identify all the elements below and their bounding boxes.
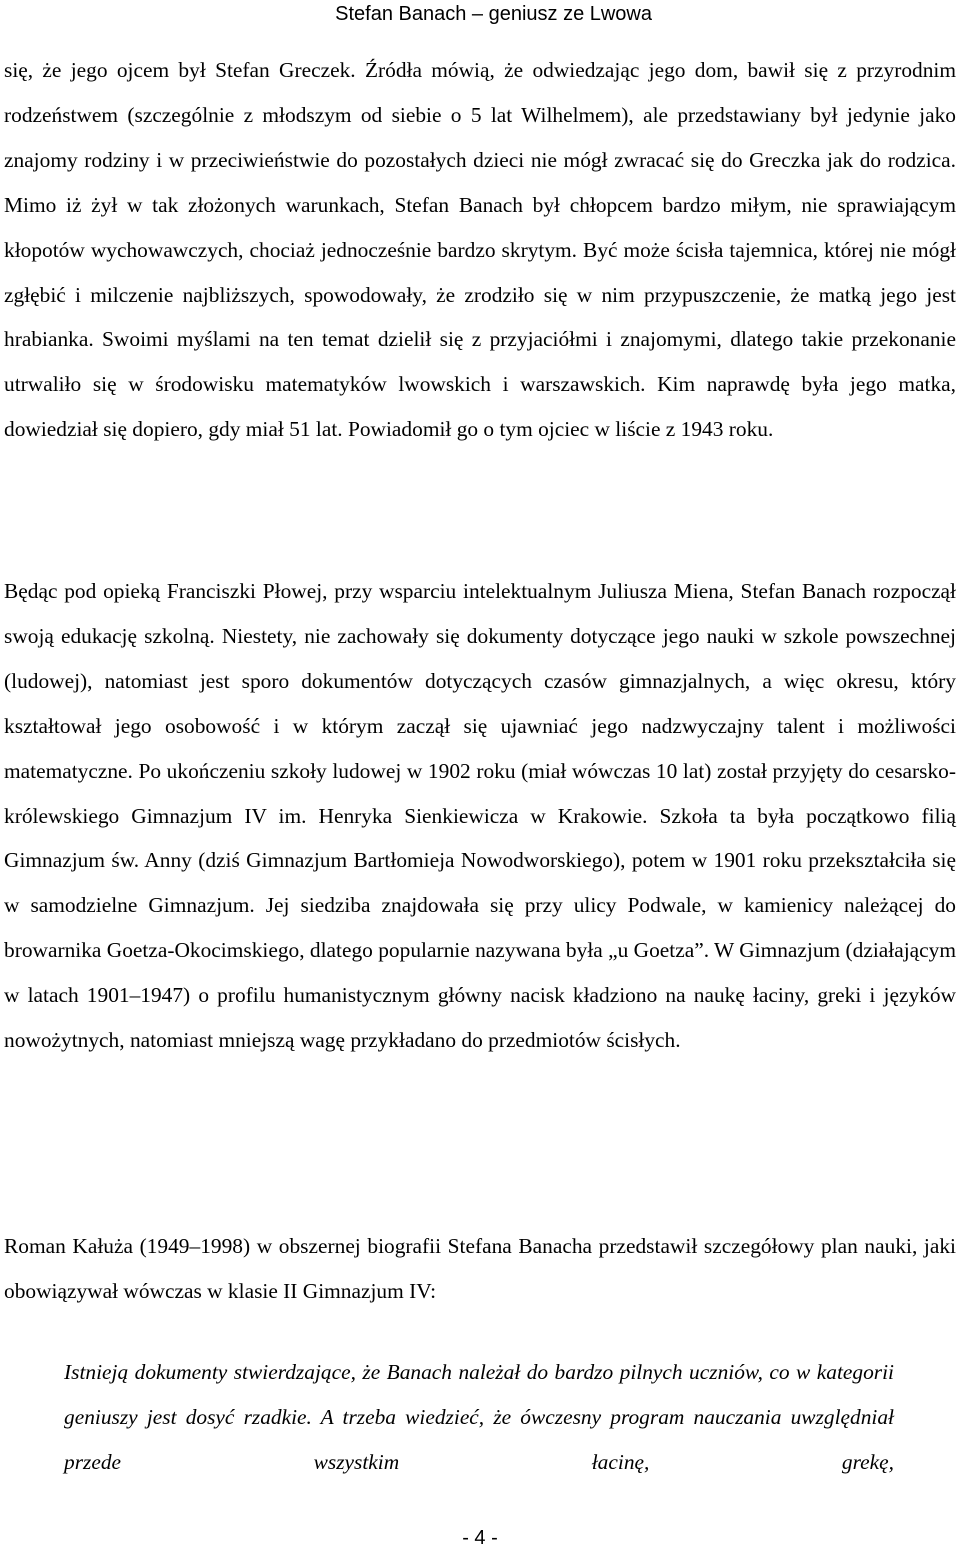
paragraph-3: Roman Kałuża (1949–1998) w obszernej biografii Stefana Banacha przedstawił szczegółowy plan nauki, jaki obowiązywał wówczas w klasie II Gimnazjum IV:: [4, 1234, 956, 1303]
paragraph-2: Będąc pod opieką Franciszki Płowej, przy wsparciu intelektualnym Juliusza Miena, Stefan Banach rozpoczął swoją edukację szkolną. Niestety, nie zachowały się dokumenty dotyczące jego nauki w szkole powszechnej (ludowej), natomiast jest sporo dokumentów dotyczących czasów gimnazjalnych, a więc okresu, który kształtował jego osobowość i w którym zaczął się ujawniać jego nadzwyczajny talent i możliwości matematyczne. Po ukończeniu szkoły ludowej w 1902 roku (miał wówczas 10 lat) został przyjęty do cesarsko-królewskiego Gimnazjum IV im. Henryka Sienkiewicza w Krakowie. Szkoła ta była początkowo filią Gimnazjum św. Anny (dziś Gimnazjum Bartłomieja Nowodworskiego), potem w 1901 roku przekształciła się w samodzielne Gimnazjum. Jej siedziba znajdowała się przy ulicy Podwale, w kamienicy należącej do browarnika Goetza-Okocimskiego, dlatego popularnie nazywana była „u Goetza”. W Gimnazjum (działającym w latach 1901–1947) o profilu humanistycznym główny nacisk kładziono na naukę łaciny, greki i języków nowożytnych, natomiast mniejszą wagę przykładano do przedmiotów ścisłych.: [4, 579, 956, 1053]
running-header: Stefan Banach – geniusz ze Lwowa: [335, 3, 652, 25]
paragraph-1: się, że jego ojcem był Stefan Greczek. Źródła mówią, że odwiedzając jego dom, bawił się z przyrodnim rodzeństwem (szczególnie z młodszym od siebie o 5 lat Wilhelmem), ale przedstawiany był jedynie jako znajomy rodziny i w przeciwieństwie do pozostałych dzieci nie mógł zwracać się do Greczka jak do rodzica. Mimo iż żył w tak złożonych warunkach, Stefan Banach był chłopcem bardzo miłym, nie sprawiającym kłopotów wychowawczych, chociaż jednocześnie bardzo skrytym. Być może ścisła tajemnica, której nie mógł zgłębić i milczenie najbliższych, spowodowały, że zrodziło się w nim przypuszczenie, że matką jego jest hrabianka. Swoimi myślami na ten temat dzielił się z przyjaciółmi i znajomymi, dlatego takie przekonanie utrwaliło się w środowisku matematyków lwowskich i warszawskich. Kim naprawdę była jego matka, dowiedział się dopiero, gdy miał 51 lat. Powiadomił go o tym ojciec w liście z 1943 roku.: [4, 58, 956, 442]
page-number: - 4 -: [462, 1527, 498, 1549]
block-quote: Istnieją dokumenty stwierdzające, że Banach należał do bardzo pilnych uczniów, co w kategorii geniuszy jest dosyć rzadkie. A trzeba wiedzieć, że ówczesny program nauczania uwzględniał przede wszystkim łacinę, grekę,: [64, 1360, 894, 1474]
